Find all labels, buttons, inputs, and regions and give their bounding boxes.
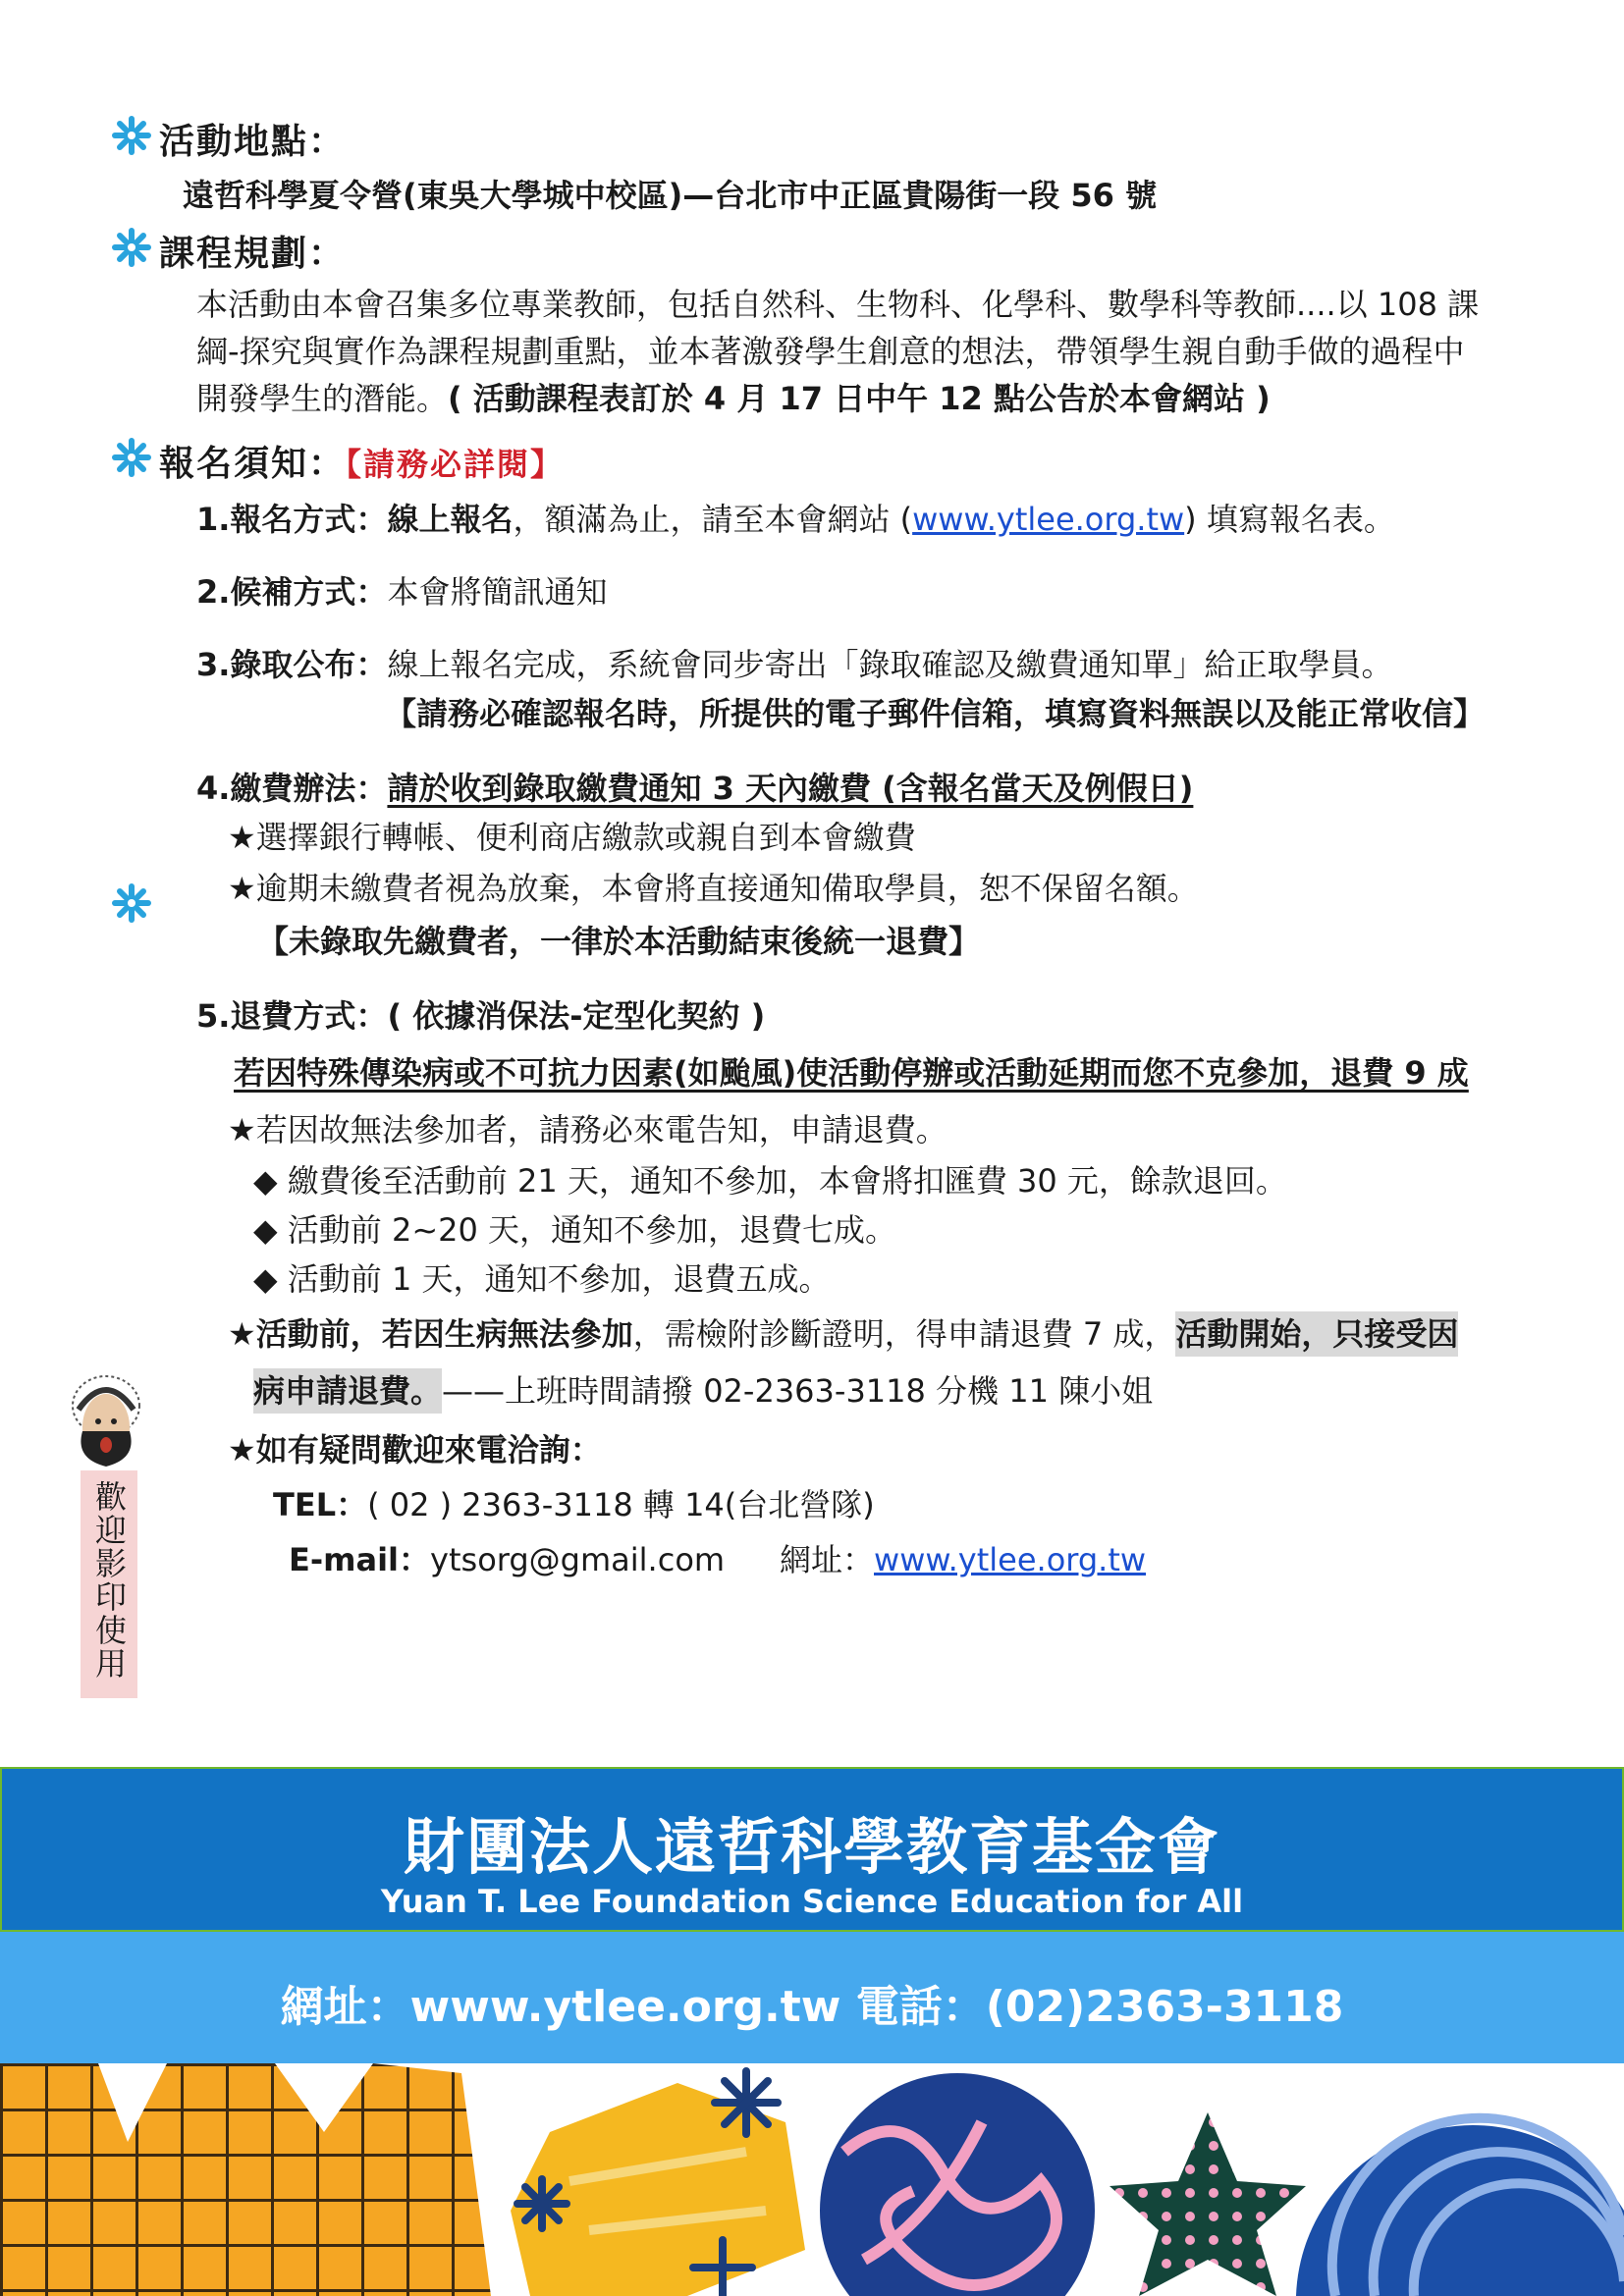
item-label: 繳費辦法：	[230, 770, 388, 807]
location-heading: 活動地點：	[159, 122, 347, 162]
refund-detail: ◆ 活動前 2~20 天，通知不參加，退費七成。	[253, 1211, 897, 1249]
email-check-note: 【請務必確認報名時，所提供的電子郵件信箱，填寫資料無誤以及能正常收信】	[385, 695, 1486, 732]
item-text: ) 填寫報名表。	[1184, 501, 1395, 538]
highlight-text: 病申請退費。	[253, 1368, 442, 1414]
sick-refund-bold: 活動前，若因生病無法參加	[255, 1315, 633, 1353]
location-detail: 遠哲科學夏令營(東吳大學城中校區)—台北市中正區貴陽街一段 56 號	[183, 177, 1158, 214]
payment-deadline-text: 請於收到錄取繳費通知 3 天內繳費 (含報名當天及例假日)	[387, 770, 1194, 807]
course-description	[196, 281, 1591, 422]
section-star-icon	[112, 228, 151, 267]
item-number: 2.	[196, 573, 231, 611]
reg-item-waitlist	[196, 567, 607, 613]
item-label: 退費方式：	[230, 997, 388, 1035]
contact-extension-text: ——上班時間請撥 02-2363-3118 分機 11 陳小姐	[442, 1372, 1154, 1410]
payment-bullet: ★逾期未繳費者視為放棄，本會將直接通知備取學員，恕不保留名額。	[228, 870, 1199, 907]
sick-refund-line	[228, 1309, 1458, 1355]
item-number: 1.	[196, 501, 231, 538]
registration-heading-text: 報名須知：	[159, 444, 347, 484]
tel-label: TEL：	[273, 1486, 368, 1523]
footer-contact-band	[0, 1932, 1624, 2063]
einstein-portrait-icon	[69, 1370, 143, 1468]
refund-unadmitted-note: 【未錄取先繳費者，一律於本活動結束後統一退費】	[257, 923, 981, 960]
email-label: E-mail：	[289, 1541, 431, 1578]
online-signup-text: 線上報名	[387, 501, 514, 538]
course-line	[196, 375, 1591, 422]
section-star-icon	[112, 116, 151, 155]
decorative-star-icon	[112, 883, 151, 923]
consumer-law-note: ( 依據消保法-定型化契約 )	[387, 997, 766, 1035]
star-bullet: ★	[228, 1315, 256, 1353]
tel-number[interactable]: ( 02 ) 2363-3118 轉 14(台北營隊)	[367, 1486, 875, 1523]
item-label: 候補方式：	[230, 573, 388, 611]
contact-email	[289, 1535, 725, 1580]
copy-welcome-label: 歡迎影印使用	[90, 1480, 128, 1681]
footer-org-band	[0, 1767, 1624, 1932]
reg-item-admission	[196, 640, 1392, 685]
web-label: 網址：	[780, 1541, 875, 1578]
item-label: 報名方式：	[230, 501, 388, 538]
website-link[interactable]: www.ytlee.org.tw	[874, 1541, 1147, 1578]
section-star-icon	[112, 438, 151, 477]
item-text: 本會將簡訊通知	[387, 573, 608, 611]
force-majeure-refund: 若因特殊傳染病或不可抗力因素(如颱風)使活動停辦或活動延期而您不克參加，退費 9 成	[234, 1054, 1469, 1092]
contact-web	[780, 1535, 1146, 1580]
item-label: 錄取公布：	[230, 646, 388, 683]
course-line-text: 開發學生的潛能。	[196, 380, 449, 417]
footer-contact: 網址：www.ytlee.org.tw 電話：(02)2363-3118	[280, 1982, 1344, 2032]
item-number: 3.	[196, 646, 231, 683]
item-text: 線上報名完成，系統會同步寄出「錄取確認及繳費通知單」給正取學員。	[387, 646, 1393, 683]
payment-bullet: ★選擇銀行轉帳、便利商店繳款或親自到本會繳費	[228, 819, 916, 856]
course-heading: 課程規劃：	[159, 234, 347, 274]
refund-bullet: ★若因故無法參加者，請務必來電告知，申請退費。	[228, 1111, 947, 1148]
sick-refund-line-2	[253, 1366, 1153, 1412]
reg-item-refund	[196, 991, 765, 1037]
item-text: ，額滿為止，請至本會網站 (	[513, 501, 913, 538]
item-number: 4.	[196, 770, 231, 807]
highlight-text: 活動開始，只接受因	[1175, 1311, 1458, 1357]
website-link[interactable]: www.ytlee.org.tw	[912, 501, 1185, 538]
org-name-en: Yuan T. Lee Foundation Science Education for All	[380, 1883, 1244, 1920]
refund-detail: ◆ 繳費後至活動前 21 天，通知不參加，本會將扣匯費 30 元，餘款退回。	[253, 1162, 1287, 1200]
copy-welcome-tag	[81, 1470, 137, 1698]
reg-item-signup	[196, 495, 1395, 540]
must-read-note: 【請務必詳閱】	[346, 446, 565, 483]
decorative-pattern-art	[0, 2063, 1624, 2296]
schedule-announcement: ( 活動課程表訂於 4 月 17 日中午 12 點公告於本會網站 )	[448, 380, 1271, 417]
item-number: 5.	[196, 997, 231, 1035]
refund-detail: ◆ 活動前 1 天，通知不參加，退費五成。	[253, 1260, 831, 1298]
sick-refund-text: ，需檢附診斷證明，得申請退費 7 成，	[632, 1315, 1176, 1353]
course-line: 綱-探究與實作為課程規劃重點，並本著激發學生創意的想法，帶領學生親自動手做的過程中	[196, 333, 1465, 370]
reg-item-payment	[196, 764, 1193, 809]
registration-heading	[159, 436, 564, 486]
org-name-zh: 財團法人遠哲科學教育基金會	[403, 1811, 1220, 1883]
course-line: 本活動由本會召集多位專業教師，包括自然科、生物科、化學科、數學科等教師....以 108 課	[196, 286, 1480, 323]
email-address[interactable]: ytsorg@gmail.com	[430, 1541, 726, 1578]
contact-tel	[273, 1480, 875, 1525]
contact-heading: ★如有疑問歡迎來電洽詢：	[228, 1431, 602, 1468]
